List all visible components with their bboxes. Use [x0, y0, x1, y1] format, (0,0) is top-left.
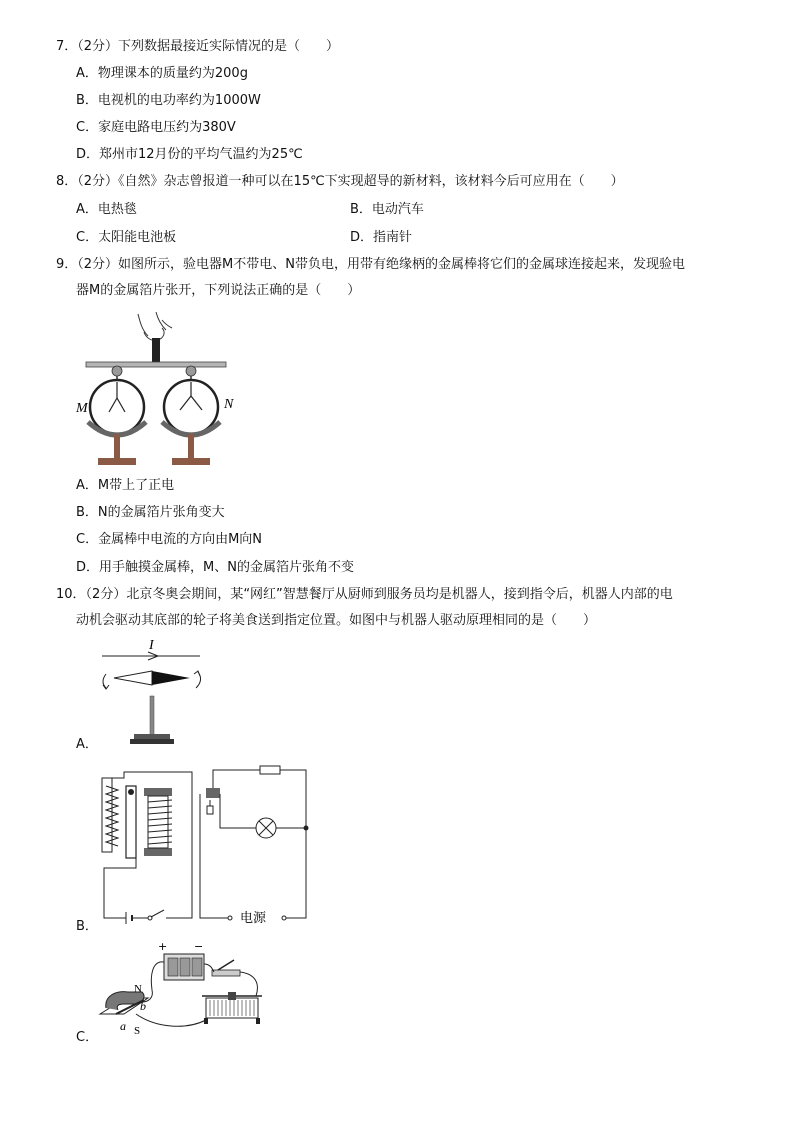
- battery-pack: [164, 954, 204, 980]
- q8-option-d: D．指南针: [350, 230, 413, 245]
- point-a: a: [120, 1019, 126, 1033]
- insulating-handle: [152, 338, 160, 362]
- pole-n: N: [134, 983, 142, 995]
- battery-plus: +: [158, 940, 168, 953]
- q7-option-b: B．电视机的电功率约为1000W: [76, 93, 261, 108]
- q9-stem-line2: 器M的金属箔片张开，下列说法正确的是（ ）: [76, 283, 361, 298]
- q9-option-d: D．用手触摸金属棒，M、N的金属箔片张角不变: [76, 560, 354, 575]
- coil-core: [148, 796, 168, 848]
- needle-black-half: [152, 671, 190, 685]
- power-label: 电源: [240, 911, 267, 926]
- electroscope-m: [88, 366, 146, 465]
- q10-option-a-label: A．: [76, 737, 98, 752]
- q9-option-c: C．金属棒中电流的方向由M向N: [76, 532, 263, 547]
- q8-option-b: B．电动汽车: [350, 202, 424, 217]
- q9-option-b: B．N的金属箔片张角变大: [76, 505, 225, 520]
- q10-stem-line1: 10．（2分）北京冬奥会期间，某“网红”智慧餐厅从厨师到服务员均是机器人，接到指令后，机器人内部的电: [56, 587, 673, 602]
- q7-stem: 7．（2分）下列数据最接近实际情况的是（ ）: [56, 39, 340, 54]
- pole-s: S: [134, 1025, 141, 1036]
- q7-option-c: C．家庭电路电压约为380V: [76, 120, 236, 135]
- q7-option-d: D．郑州市12月份的平均气温约为25℃: [76, 147, 303, 162]
- figure-b-relay: [96, 764, 312, 928]
- q10-option-b-label: B．: [76, 919, 98, 934]
- electromagnet-bottom: [144, 848, 172, 856]
- q8-option-c: C．太阳能电池板: [76, 230, 177, 245]
- electroscope-figure: [70, 308, 240, 470]
- q7-option-a: A．物理课本的质量约为200g: [76, 66, 248, 81]
- needle-stand: [150, 696, 154, 736]
- label-n: N: [224, 397, 234, 412]
- figure-a-needle: [92, 636, 212, 748]
- metal-rod: [86, 362, 226, 367]
- q8-option-a: A．电热毯: [76, 202, 137, 217]
- q8-stem: 8．（2分）《自然》杂志曾报道一种可以在15℃下实现超导的新材料，该材料今后可应用在（ ）: [56, 174, 624, 189]
- resistor: [260, 766, 280, 774]
- electroscope-n: [162, 366, 220, 465]
- contact: [206, 788, 220, 798]
- battery-minus: −: [194, 940, 204, 953]
- q10-stem-line2: 动机会驱动其底部的轮子将美食送到指定位置。如图中与机器人驱动原理相同的是（ ）: [76, 613, 597, 628]
- rheostat: [202, 992, 262, 1024]
- knife-switch: [212, 960, 240, 976]
- needle-white-half: [114, 671, 152, 685]
- current-label: I: [149, 638, 154, 653]
- figure-c-motor-experiment: [96, 940, 268, 1036]
- electromagnet-top: [144, 788, 172, 796]
- q9-option-a: A．M带上了正电: [76, 478, 175, 493]
- label-m: M: [76, 401, 88, 416]
- hand-sketch: [138, 312, 172, 336]
- q10-option-c-label: C．: [76, 1030, 99, 1045]
- point-b: b: [140, 999, 146, 1013]
- armature: [126, 786, 136, 858]
- q9-stem-line1: 9．（2分）如图所示，验电器M不带电、N带负电，用带有绝缘柄的金属棒将它们的金属球连接起来，发现验电: [56, 257, 685, 272]
